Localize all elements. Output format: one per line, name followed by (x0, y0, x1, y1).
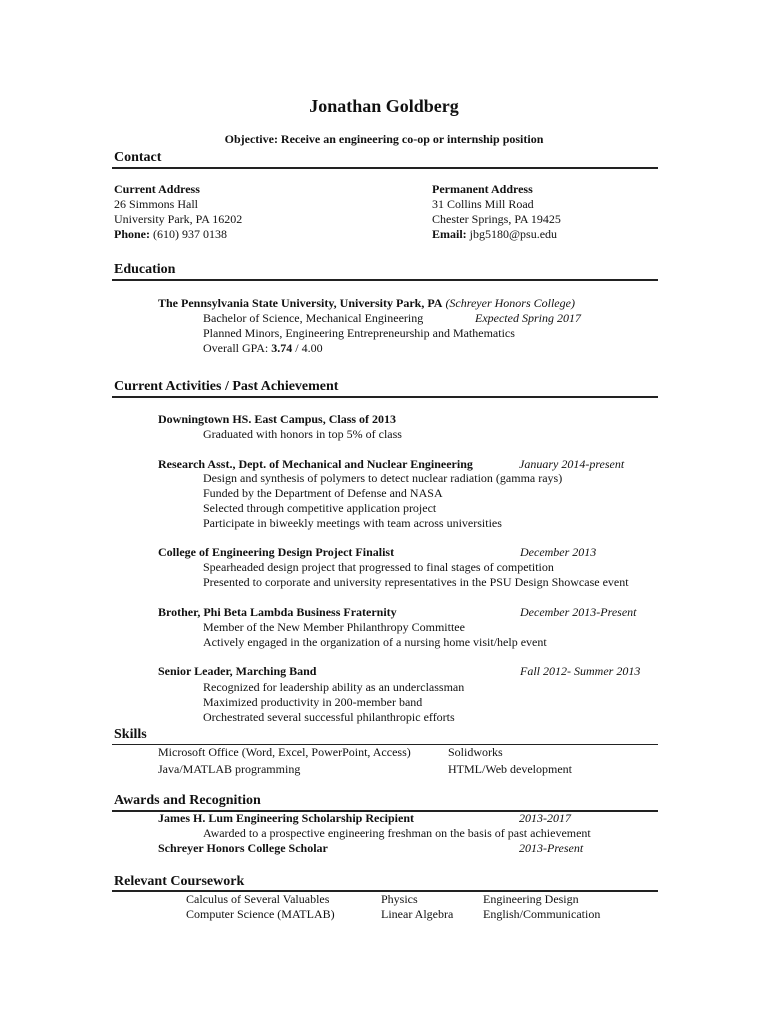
education-section-title: Education (114, 262, 176, 277)
activity-bullet: Participate in biweekly meetings with team across universities (203, 516, 502, 530)
awards-section-title: Awards and Recognition (114, 793, 261, 808)
activity-date: December 2013-Present (520, 605, 637, 619)
course-item: Engineering Design (483, 892, 579, 906)
activity-bullet: Design and synthesis of polymers to detect nuclear radiation (gamma rays) (203, 471, 563, 485)
permanent-address-line2: Chester Springs, PA 19425 (432, 212, 561, 226)
phone-value: (610) 937 0138 (153, 227, 227, 241)
activity-bullet: Spearheaded design project that progressed to final stages of competition (203, 560, 554, 574)
phone-label: Phone: (114, 227, 150, 241)
expected-graduation: Expected Spring 2017 (475, 311, 581, 325)
education-divider (112, 279, 658, 281)
activity-heading: Downingtown HS. East Campus, Class of 2013 (158, 412, 397, 426)
skill-item: Java/MATLAB programming (158, 762, 301, 776)
course-item: Computer Science (MATLAB) (186, 907, 335, 921)
resume-name: Jonathan Goldberg (309, 96, 459, 116)
activity-heading: Research Asst., Dept. of Mechanical and Nuclear Engineering (158, 457, 473, 471)
gpa-line (203, 341, 323, 356)
minors: Planned Minors, Engineering Entrepreneurship and Mathematics (203, 326, 515, 340)
activity-bullet: Orchestrated several successful philanthropic efforts (203, 710, 455, 724)
course-item: Physics (381, 892, 418, 906)
activity-bullet: Presented to corporate and university representatives in the PSU Design Showcase event (203, 575, 629, 589)
objective-line: Objective: Receive an engineering co-op or internship position (224, 132, 544, 146)
activity-date: December 2013 (520, 545, 597, 559)
permanent-address-heading: Permanent Address (432, 182, 533, 196)
gpa-label: Overall GPA: (203, 341, 269, 355)
contact-divider (112, 167, 658, 169)
award-name: Schreyer Honors College Scholar (158, 841, 328, 855)
course-item: English/Communication (483, 907, 601, 921)
school-name: The Pennsylvania State University, University Park, PA (158, 296, 443, 310)
award-date: 2013-Present (519, 841, 584, 855)
gpa-value: 3.74 (271, 341, 293, 355)
current-address-line2: University Park, PA 16202 (114, 212, 243, 226)
activity-bullet: Graduated with honors in top 5% of class (203, 427, 402, 441)
activities-section-title: Current Activities / Past Achievement (114, 379, 339, 394)
activity-bullet: Actively engaged in the organization of a nursing home visit/help event (203, 635, 547, 649)
skill-item: Microsoft Office (Word, Excel, PowerPoint, Access) (158, 745, 411, 759)
activity-bullet: Member of the New Member Philanthropy Committee (203, 620, 465, 634)
course-item: Linear Algebra (381, 907, 454, 921)
coursework-section-title: Relevant Coursework (114, 874, 245, 889)
school-line (158, 296, 575, 311)
award-date: 2013-2017 (519, 811, 571, 825)
activity-bullet: Funded by the Department of Defense and NASA (203, 486, 443, 500)
current-address-line1: 26 Simmons Hall (114, 197, 199, 211)
award-name: James H. Lum Engineering Scholarship Recipient (158, 811, 415, 825)
award-description: Awarded to a prospective engineering freshman on the basis of past achievement (203, 826, 591, 840)
email-label: Email: (432, 227, 467, 241)
activity-heading: Brother, Phi Beta Lambda Business Fraternity (158, 605, 397, 619)
activity-bullet: Selected through competitive application project (203, 501, 437, 515)
email-value: jbg5180@psu.edu (469, 227, 558, 241)
activity-bullet: Maximized productivity in 200-member band (203, 695, 423, 709)
activity-bullet: Recognized for leadership ability as an underclassman (203, 680, 465, 694)
current-address-heading: Current Address (114, 182, 200, 196)
activity-heading: College of Engineering Design Project Finalist (158, 545, 395, 559)
course-item: Calculus of Several Valuables (186, 892, 330, 906)
gpa-scale: / 4.00 (295, 341, 323, 355)
skill-item: Solidworks (448, 745, 503, 759)
honors-college: (Schreyer Honors College) (445, 296, 575, 310)
skills-section-title: Skills (114, 727, 147, 742)
contact-section-title: Contact (114, 150, 162, 165)
permanent-address-line1: 31 Collins Mill Road (432, 197, 534, 211)
phone-line (114, 227, 227, 242)
skill-item: HTML/Web development (448, 762, 573, 776)
degree: Bachelor of Science, Mechanical Engineering (203, 311, 424, 325)
activity-heading: Senior Leader, Marching Band (158, 664, 317, 678)
activities-divider (112, 396, 658, 398)
email-line (432, 227, 557, 242)
activity-date: Fall 2012- Summer 2013 (520, 664, 641, 678)
activity-date: January 2014-present (519, 457, 625, 471)
